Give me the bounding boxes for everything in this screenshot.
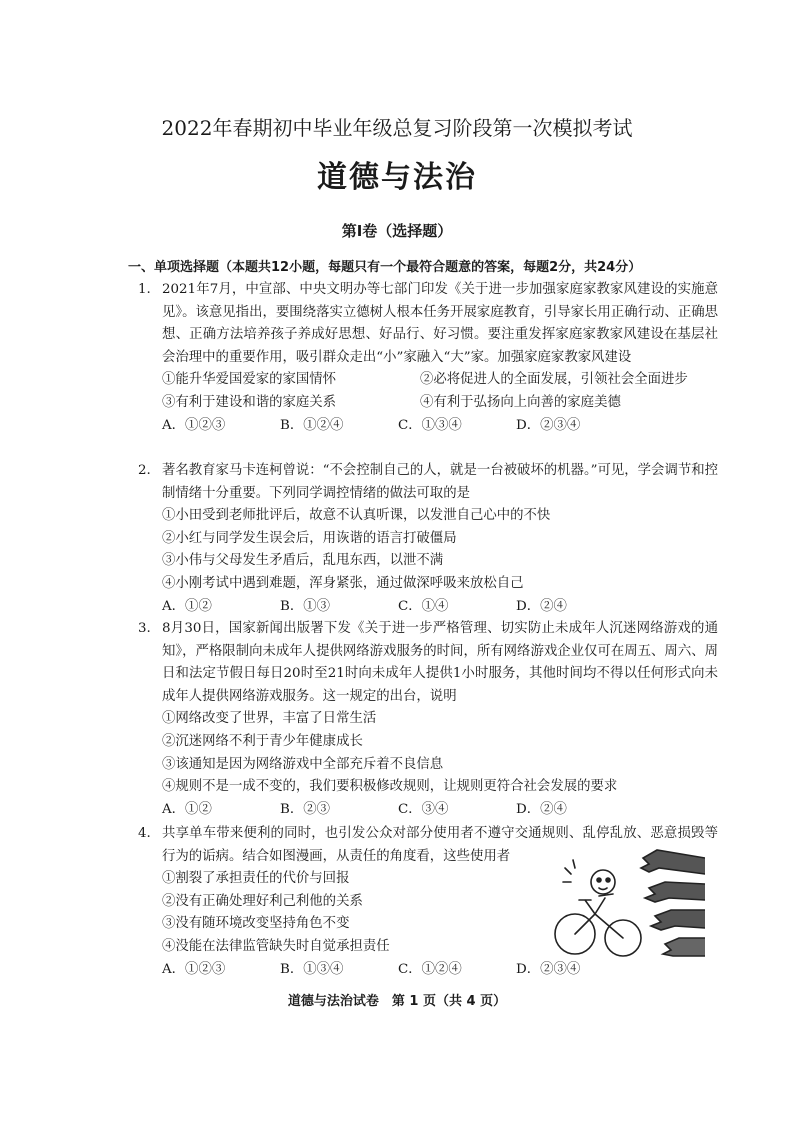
choice-a[interactable]: A．①② — [162, 598, 212, 614]
statement: ④没能在法律监管缺失时自觉承担责任 — [162, 938, 390, 954]
question-number: 4. — [138, 826, 151, 841]
choice-b[interactable]: B．①③ — [280, 598, 331, 614]
statement: ④规则不是一成不变的，我们要积极修改规则，让规则更符合社会发展的要求 — [162, 779, 618, 795]
choice-c[interactable]: C．①②④ — [398, 961, 462, 977]
statement: ②没有正确处理好利己利他的关系 — [162, 893, 363, 909]
question-number: 2. — [138, 463, 151, 478]
statement: ③没有随环境改变坚持角色不变 — [162, 916, 350, 932]
statement-row — [162, 392, 718, 415]
choice-d[interactable]: D．②③④ — [516, 961, 581, 977]
answer-choices — [162, 799, 718, 822]
choice-b[interactable]: B．②③ — [280, 801, 331, 817]
statement: ①割裂了承担责任的代价与回报 — [162, 871, 350, 887]
question-1 — [138, 279, 718, 437]
statement: ④小刚考试中遇到难题，浑身紧张，通过做深呼吸来放松自己 — [162, 575, 524, 591]
question-stem: 著名教育家马卡连柯曾说：“不会控制自己的人，就是一台被破坏的机器。”可见，学会调节和控制情绪十分重要。下列同学调控情绪的做法可取的是 — [162, 463, 719, 501]
statement: ③该通知是因为网络游戏中全部充斥着不良信息 — [162, 756, 444, 772]
choice-c[interactable]: C．①④ — [398, 598, 449, 614]
question-2 — [138, 460, 718, 618]
statement: ①能升华爱国爱家的家国情怀 — [162, 372, 337, 388]
choice-a[interactable]: A．①②③ — [162, 417, 226, 433]
section-heading: 一、单项选择题（本题共12小题，每题只有一个最符合题意的答案，每题2分，共24分） — [128, 260, 642, 275]
question-number: 3. — [138, 621, 151, 636]
choice-d[interactable]: D．②④ — [516, 598, 567, 614]
question-number: 1. — [138, 282, 151, 297]
statement: ①小田受到老师批评后，故意不认真听课，以发泄自己心中的不快 — [162, 508, 551, 524]
choice-d[interactable]: D．②③④ — [516, 417, 581, 433]
exam-title: 2022年春期初中毕业年级总复习阶段第一次模拟考试 — [161, 116, 633, 140]
statement: ③小伟与父母发生矛盾后，乱甩东西，以泄不满 — [162, 553, 444, 569]
statement: ①网络改变了世界，丰富了日常生活 — [162, 711, 377, 727]
question-stem: 共享单车带来便利的同时，也引发公众对部分使用者不遵守交通规则、乱停乱放、恶意损毁等行为的诟病。结合如图漫画，从责任的角度看，这些使用者 — [162, 826, 718, 864]
page-footer: 道德与法治试卷 第 1 页（共 4 页） — [287, 994, 507, 1009]
answer-choices — [162, 415, 718, 438]
statement: ④有利于弘扬向上向善的家庭美德 — [420, 394, 621, 410]
statement: ②小红与同学发生误会后，用诙谐的语言打破僵局 — [162, 530, 457, 546]
statement-row — [162, 369, 718, 392]
choice-d[interactable]: D．②④ — [516, 801, 567, 817]
statement: ②必将促进人的全面发展，引领社会全面进步 — [420, 372, 688, 388]
bike-cartoon-image — [545, 838, 705, 966]
volume-title: 第Ⅰ卷（选择题） — [341, 222, 453, 240]
choice-a[interactable]: A．①② — [162, 801, 212, 817]
choice-b[interactable]: B．①②④ — [280, 417, 344, 433]
question-stem: 2021年7月，中宣部、中央文明办等七部门印发《关于进一步加强家庭家教家风建设的实施意见》。该意见指出，要围绕落实立德树人根本任务开展家庭教育，引导家长用正确行动、正确思想、正确方法培养孩子养成好思想、好品行、好习惯。要注重发挥家庭家教家风建设在基层社会治理中的重要作用，吸引群众走出“小”家融入“大”家。加强家庭家教家风建设 — [162, 282, 718, 365]
statement: ③有利于建设和谐的家庭关系 — [162, 394, 337, 410]
subject-title: 道德与法治 — [317, 160, 477, 195]
choice-c[interactable]: C．③④ — [398, 801, 449, 817]
statement: ②沉迷网络不利于青少年健康成长 — [162, 733, 363, 749]
choice-a[interactable]: A．①②③ — [162, 961, 226, 977]
question-3 — [138, 618, 718, 821]
question-stem: 8月30日，国家新闻出版署下发《关于进一步严格管理、切实防止未成年人沉迷网络游戏的通知》，严格限制向未成年人提供网络游戏服务的时间，所有网络游戏企业仅可在周五、周六、周日和法定节假日每日20时至21时向未成年人提供1小时服务，其他时间均不得以任何形式向未成年人提供网络游戏服务。这一规定的出台，说明 — [162, 621, 718, 704]
choice-c[interactable]: C．①③④ — [398, 417, 462, 433]
answer-choices — [162, 596, 718, 619]
choice-b[interactable]: B．①③④ — [280, 961, 344, 977]
